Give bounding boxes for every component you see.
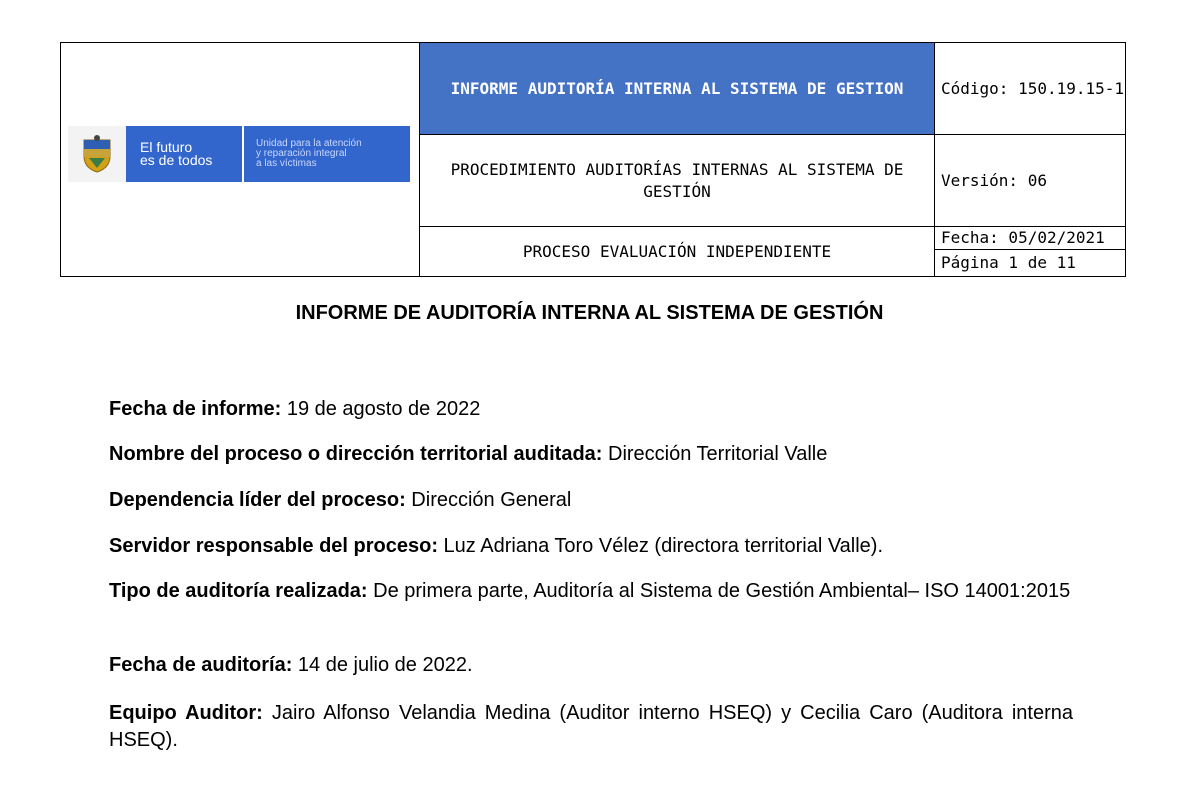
field-leading-unit: Dependencia líder del proceso: Dirección General — [109, 489, 572, 511]
document-header-table — [60, 42, 1126, 277]
procedure-name: PROCEDIMIENTO AUDITORÍAS INTERNAS AL SISTEMA DE GESTIÓN — [420, 135, 935, 227]
logo-slogan-line1: El futuro — [140, 139, 193, 155]
institution-logo — [68, 126, 410, 182]
report-title: INFORME AUDITORÍA INTERNA AL SISTEMA DE GESTION — [420, 43, 935, 135]
logo-entity-line1: Unidad para la atención — [256, 138, 362, 149]
field-report-date: Fecha de informe: 19 de agosto de 2022 — [109, 398, 481, 420]
logo-slogan — [126, 126, 242, 182]
page-number: Página 1 de 11 — [935, 250, 1126, 277]
field-audit-type: Tipo de auditoría realizada: De primera parte, Auditoría al Sistema de Gestión Ambiental– ISO 14001:2015 — [109, 580, 1071, 602]
field-responsible-officer: Servidor responsable del proceso: Luz Adriana Toro Vélez (directora territorial Valle). — [109, 535, 884, 557]
field-audited-process: Nombre del proceso o dirección territorial auditada: Dirección Territorial Valle — [109, 443, 828, 465]
logo-entity-name — [244, 126, 410, 182]
logo-cell — [61, 43, 420, 277]
process-name: PROCESO EVALUACIÓN INDEPENDIENTE — [420, 227, 935, 277]
document-version: Versión: 06 — [935, 135, 1126, 227]
field-audit-team: Equipo Auditor: Jairo Alfonso Velandia Medina (Auditor interno HSEQ) y Cecilia Caro (Auditora interna HSEQ). — [109, 702, 1073, 751]
document-code: Código: 150.19.15-1 — [935, 43, 1126, 135]
logo-entity-line2: y reparación integral — [256, 148, 347, 159]
logo-entity-line3: a las víctimas — [256, 158, 317, 169]
field-audit-date: Fecha de auditoría: 14 de julio de 2022. — [109, 654, 473, 676]
document-date: Fecha: 05/02/2021 — [935, 227, 1126, 250]
document-title: INFORME DE AUDITORÍA INTERNA AL SISTEMA DE GESTIÓN — [295, 302, 884, 324]
logo-slogan-line2: es de todos — [140, 152, 213, 168]
coat-of-arms-icon — [68, 126, 126, 182]
